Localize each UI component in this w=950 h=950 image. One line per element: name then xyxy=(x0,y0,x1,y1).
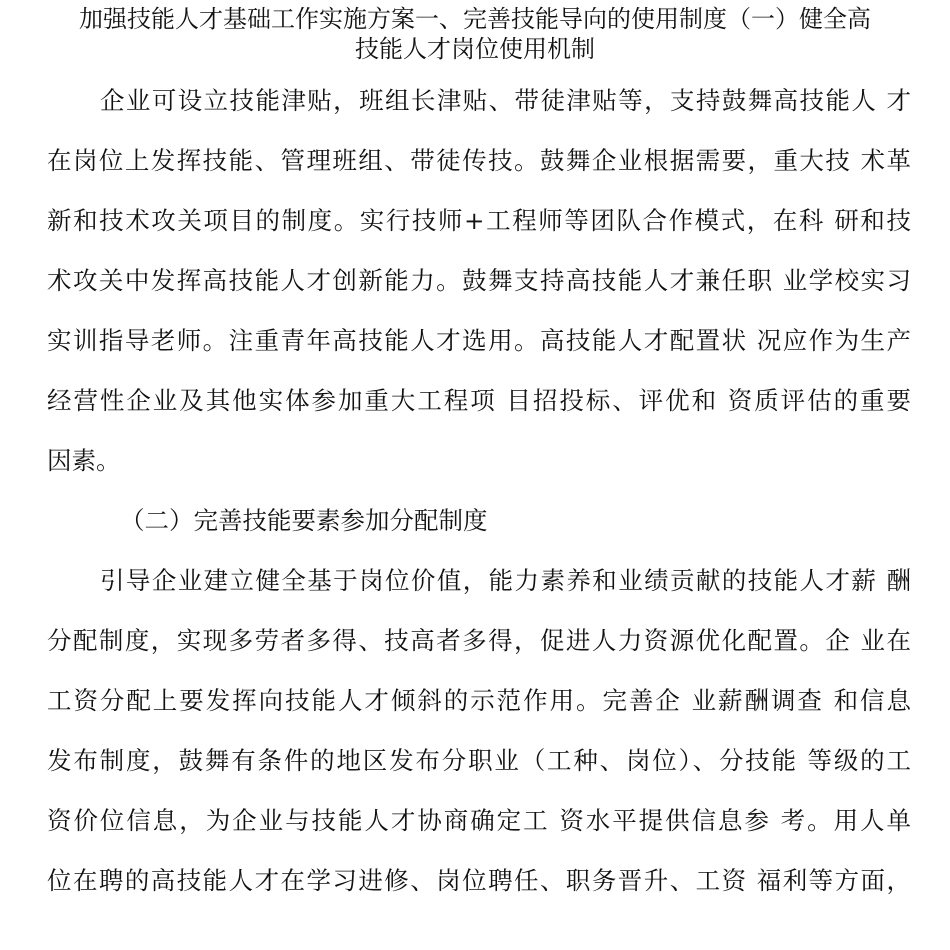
paragraph-line: 术攻关中发挥高技能人才创新能力。鼓舞支持高技能人才兼任职 业学校实习 xyxy=(47,266,911,295)
paragraph-line: 分配制度，实现多劳者多得、技高者多得，促进人力资源优化配置。企 业在 xyxy=(47,626,911,655)
document-title xyxy=(30,4,920,64)
paragraph-line: 发布制度，鼓舞有条件的地区发布分职业（工种、岗位）、分技能 等级的工 xyxy=(47,746,911,775)
paragraph-line: 企业可设立技能津贴，班组长津贴、带徒津贴等，支持鼓舞高技能人 才 xyxy=(100,86,911,115)
paragraph-line: 资价位信息，为企业与技能人才协商确定工 资水平提供信息参 考。用人单 xyxy=(47,806,911,835)
paragraph-line: 经营性企业及其他实体参加重大工程项 目招投标、评优和 资质评估的重要 xyxy=(47,386,911,415)
section-heading: （二）完善技能要素参加分配制度 xyxy=(120,506,488,535)
paragraph-line: 工资分配上要发挥向技能人才倾斜的示范作用。完善企 业薪酬调查 和信息 xyxy=(47,686,911,715)
paragraph-line: 因素。 xyxy=(47,446,121,475)
paragraph-line: 实训指导老师。注重青年高技能人才选用。高技能人才配置状 况应作为生产 xyxy=(47,326,911,355)
paragraph-line: 新和技术攻关项目的制度。实行技师+工程师等团队合作模式，在科 研和技 xyxy=(47,206,911,235)
title-line-1: 加强技能人才基础工作实施方案一、完善技能导向的使用制度（一）健全高 xyxy=(79,5,871,33)
paragraph-line: 位在聘的高技能人才在学习进修、岗位聘任、职务晋升、工资 福利等方面， xyxy=(47,866,911,895)
paragraph-line: 在岗位上发挥技能、管理班组、带徒传技。鼓舞企业根据需要，重大技 术革 xyxy=(47,146,911,175)
paragraph-line: 引导企业建立健全基于岗位价值，能力素养和业绩贡献的技能人才薪 酬 xyxy=(100,566,911,595)
title-line-2: 技能人才岗位使用机制 xyxy=(355,35,595,63)
